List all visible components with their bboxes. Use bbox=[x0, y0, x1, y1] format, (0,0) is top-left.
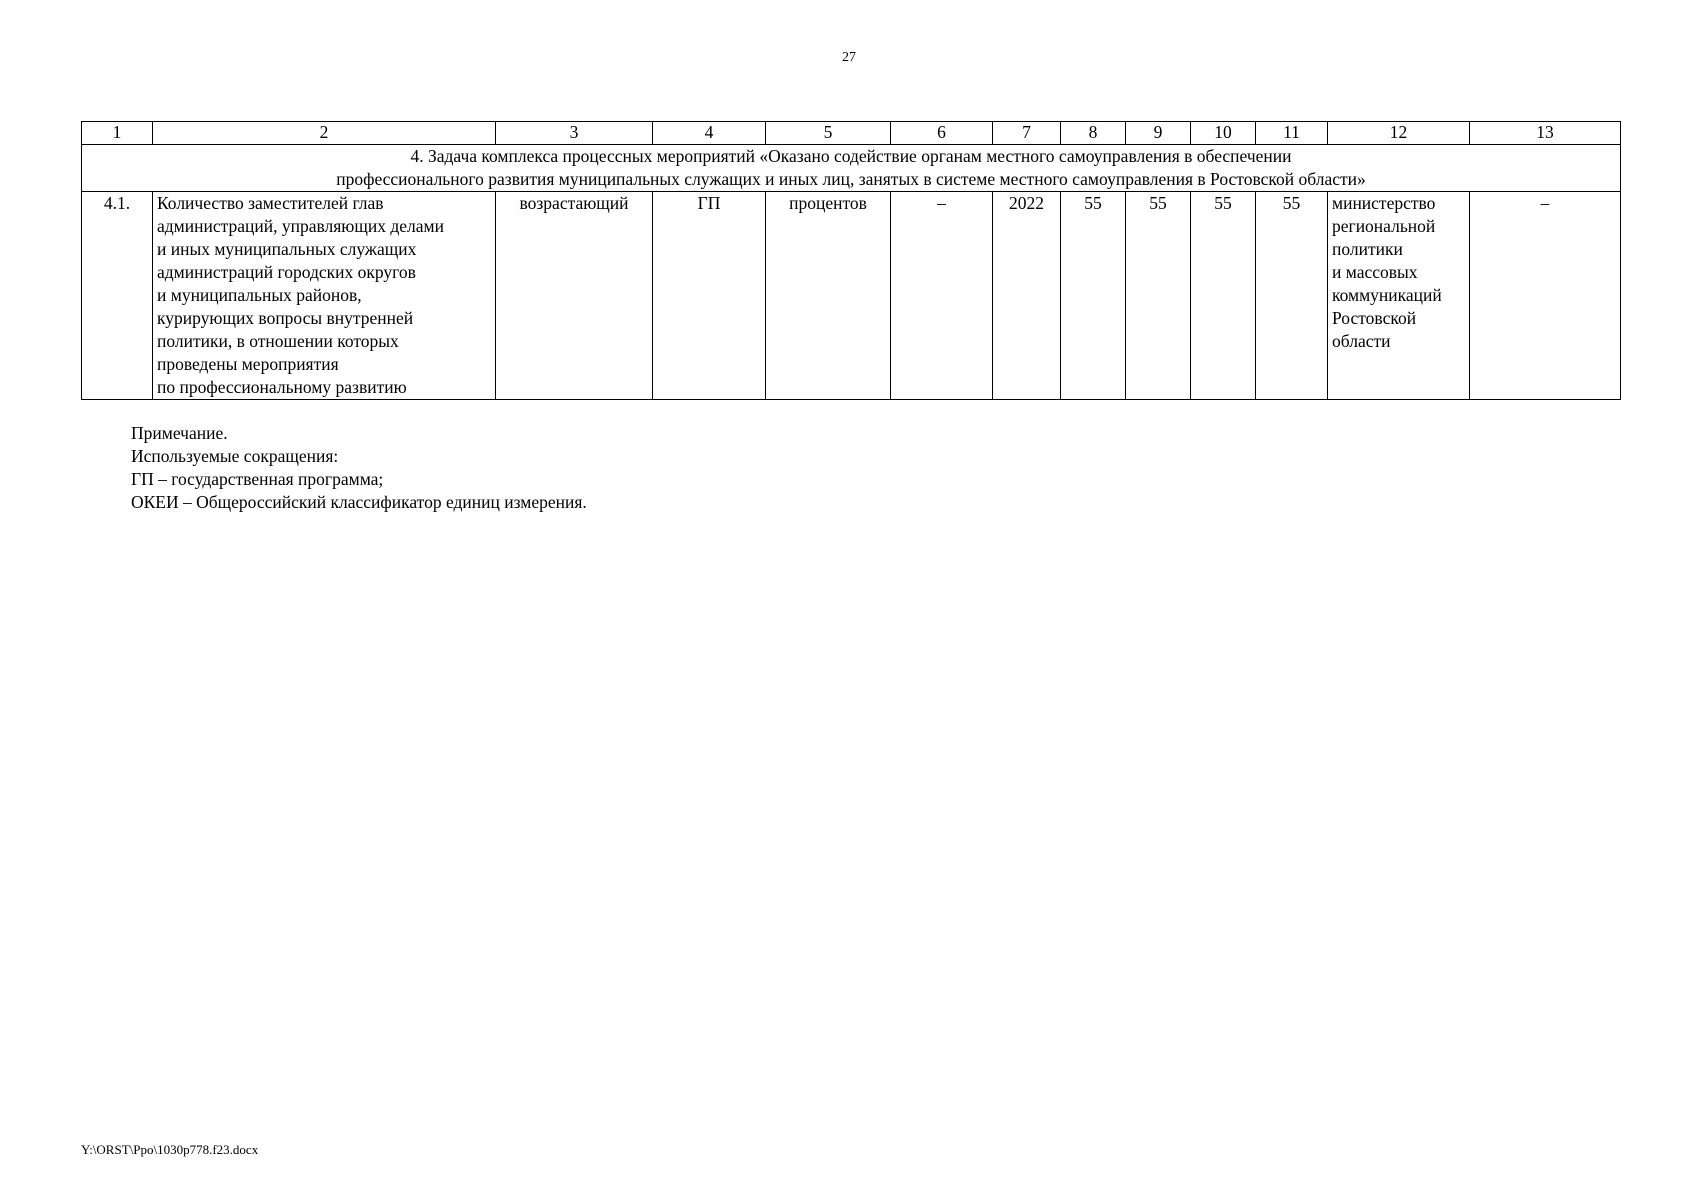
level-cell: ГП bbox=[653, 192, 766, 400]
column-number-cell: 6 bbox=[891, 122, 993, 145]
value-cell-11: 55 bbox=[1256, 192, 1328, 400]
indicator-name-line: проведены мероприятия bbox=[157, 354, 339, 374]
responsible-cell bbox=[1328, 192, 1470, 400]
column-number-cell: 13 bbox=[1470, 122, 1621, 145]
notes-block bbox=[131, 422, 587, 514]
base-year-cell: 2022 bbox=[993, 192, 1061, 400]
column-number-cell: 1 bbox=[82, 122, 153, 145]
table-row bbox=[82, 192, 1621, 400]
indicator-name-line: по профессиональному развитию bbox=[157, 377, 407, 397]
responsible-line: и массовых bbox=[1332, 262, 1418, 282]
section-header-line: профессионального развития муниципальных служащих и иных лиц, занятых в системе местного самоуправления в Ростовской области» bbox=[336, 169, 1366, 189]
indicator-table-container bbox=[81, 121, 1620, 400]
footer-file-path: Y:\ORST\Ppo\1030p778.f23.docx bbox=[81, 1142, 259, 1157]
responsible-line: области bbox=[1332, 331, 1391, 351]
value-cell-10: 55 bbox=[1191, 192, 1256, 400]
responsible-line: Ростовской bbox=[1332, 308, 1417, 328]
column-number-cell: 11 bbox=[1256, 122, 1328, 145]
column-number-cell: 10 bbox=[1191, 122, 1256, 145]
value-cell-8: 55 bbox=[1061, 192, 1126, 400]
indicator-name-cell bbox=[153, 192, 496, 400]
section-header-line: 4. Задача комплекса процессных мероприятий «Оказано содействие органам местного самоуправления в обеспечении bbox=[410, 146, 1292, 166]
indicator-name-line: администраций городских округов bbox=[157, 262, 416, 282]
responsible-line: коммуникаций bbox=[1332, 285, 1442, 305]
column-number-cell: 12 bbox=[1328, 122, 1470, 145]
indicator-table bbox=[81, 121, 1621, 400]
abbreviation-item: ГП – государственная программа; bbox=[131, 469, 384, 489]
row-number-cell: 4.1. bbox=[82, 192, 153, 400]
indicator-name-line: курирующих вопросы внутренней bbox=[157, 308, 414, 328]
section-header-row bbox=[82, 145, 1621, 192]
indicator-name-line: и иных муниципальных служащих bbox=[157, 239, 417, 259]
column-number-cell: 4 bbox=[653, 122, 766, 145]
column-number-cell: 8 bbox=[1061, 122, 1126, 145]
column-number-cell: 7 bbox=[993, 122, 1061, 145]
column-number-cell: 9 bbox=[1126, 122, 1191, 145]
trend-cell: возрастающий bbox=[496, 192, 653, 400]
indicator-name-line: администраций, управляющих делами bbox=[157, 216, 444, 236]
section-header-cell bbox=[82, 145, 1621, 192]
responsible-line: региональной bbox=[1332, 216, 1436, 236]
abbreviations-heading: Используемые сокращения: bbox=[131, 446, 339, 466]
column-number-cell: 5 bbox=[766, 122, 891, 145]
column-number-row bbox=[82, 122, 1621, 145]
indicator-name-line: Количество заместителей глав bbox=[157, 193, 384, 213]
column-13-cell: – bbox=[1470, 192, 1621, 400]
responsible-line: министерство bbox=[1332, 193, 1436, 213]
page-number: 27 bbox=[842, 50, 856, 65]
okei-cell: – bbox=[891, 192, 993, 400]
value-cell-9: 55 bbox=[1126, 192, 1191, 400]
responsible-line: политики bbox=[1332, 239, 1403, 259]
notes-title: Примечание. bbox=[131, 423, 228, 443]
column-number-cell: 3 bbox=[496, 122, 653, 145]
column-number-cell: 2 bbox=[153, 122, 496, 145]
indicator-name-line: политики, в отношении которых bbox=[157, 331, 399, 351]
abbreviation-item: ОКЕИ – Общероссийский классификатор единиц измерения. bbox=[131, 492, 587, 512]
indicator-name-line: и муниципальных районов, bbox=[157, 285, 362, 305]
unit-cell: процентов bbox=[766, 192, 891, 400]
